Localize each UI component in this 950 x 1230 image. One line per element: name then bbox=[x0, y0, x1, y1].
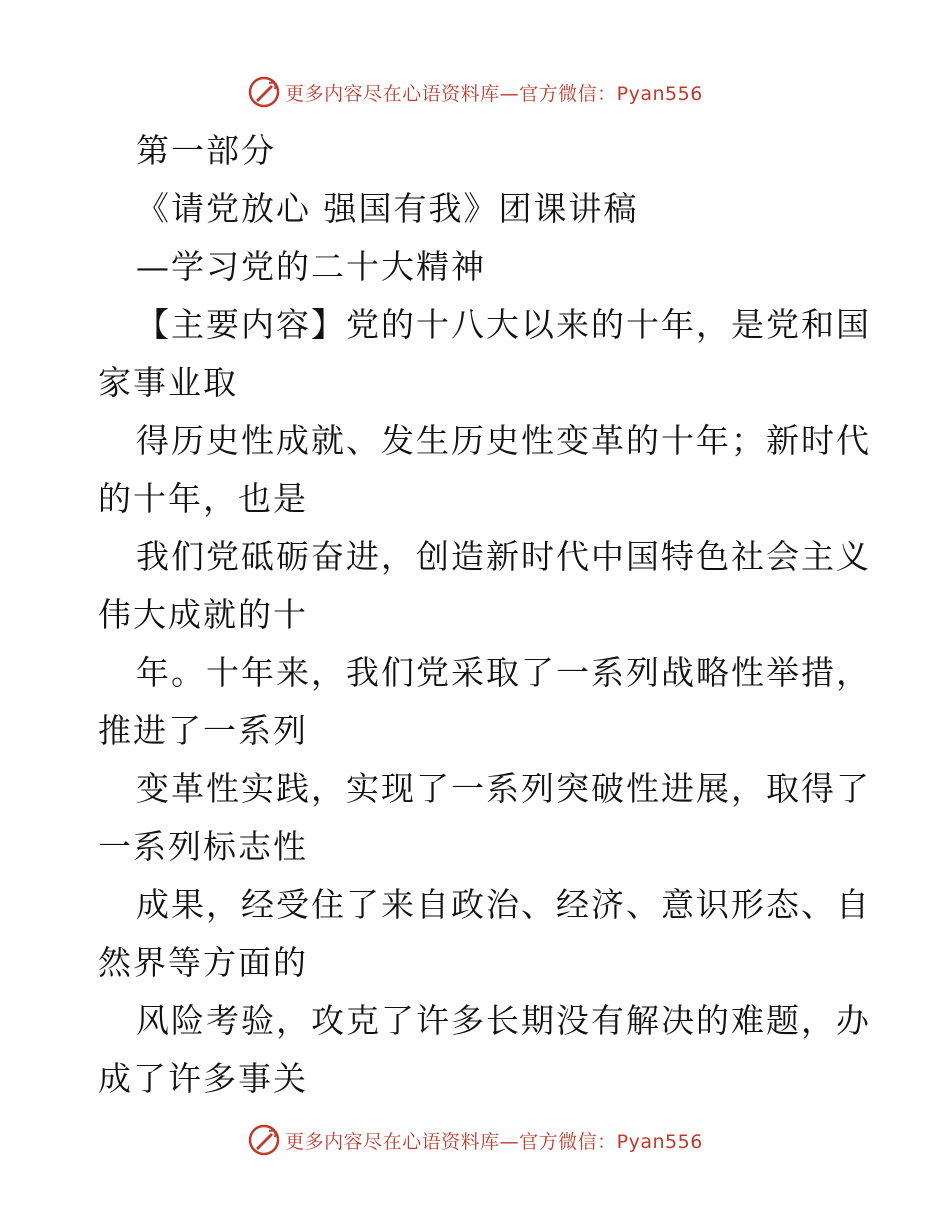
text-line: 的十年，也是 bbox=[98, 479, 308, 518]
text-line: 我们党砥砺奋进，创造新时代中国特色社会主义 bbox=[136, 537, 871, 576]
text-line: 成了许多事关 bbox=[98, 1059, 308, 1098]
footer-banner bbox=[0, 1120, 950, 1160]
text-line: 一系列标志性 bbox=[98, 827, 308, 866]
text-line: 成果，经受住了来自政治、经济、意识形态、自 bbox=[136, 885, 871, 924]
text-line: 第一部分 bbox=[136, 131, 276, 170]
footer-banner-text: 更多内容尽在心语资料库—官方微信：Pyan556 bbox=[285, 1130, 703, 1153]
text-line: 得历史性成就、发生历史性变革的十年；新时代 bbox=[136, 421, 871, 460]
text-line: 年。十年来，我们党采取了一系列战略性举措， bbox=[136, 653, 871, 692]
text-line: —学习党的二十大精神 bbox=[136, 247, 486, 286]
document-body bbox=[98, 122, 871, 1108]
text-line: 风险考验，攻克了许多长期没有解决的难题，办 bbox=[136, 1001, 871, 1040]
text-line: 推进了一系列 bbox=[98, 711, 308, 750]
header-banner-text: 更多内容尽在心语资料库—官方微信：Pyan556 bbox=[285, 82, 703, 105]
text-line: 变革性实践，实现了一系列突破性进展，取得了 bbox=[136, 769, 871, 808]
text-line: 然界等方面的 bbox=[98, 943, 308, 982]
text-line: 【主要内容】党的十八大以来的十年，是党和国 bbox=[136, 305, 871, 344]
text-line: 家事业取 bbox=[98, 363, 238, 402]
quill-logo-icon bbox=[247, 1123, 281, 1157]
header-banner bbox=[0, 72, 950, 112]
text-line: 伟大成就的十 bbox=[98, 595, 308, 634]
text-line: 《请党放心 强国有我》团课讲稿 bbox=[136, 189, 639, 228]
quill-logo-icon bbox=[247, 75, 281, 109]
